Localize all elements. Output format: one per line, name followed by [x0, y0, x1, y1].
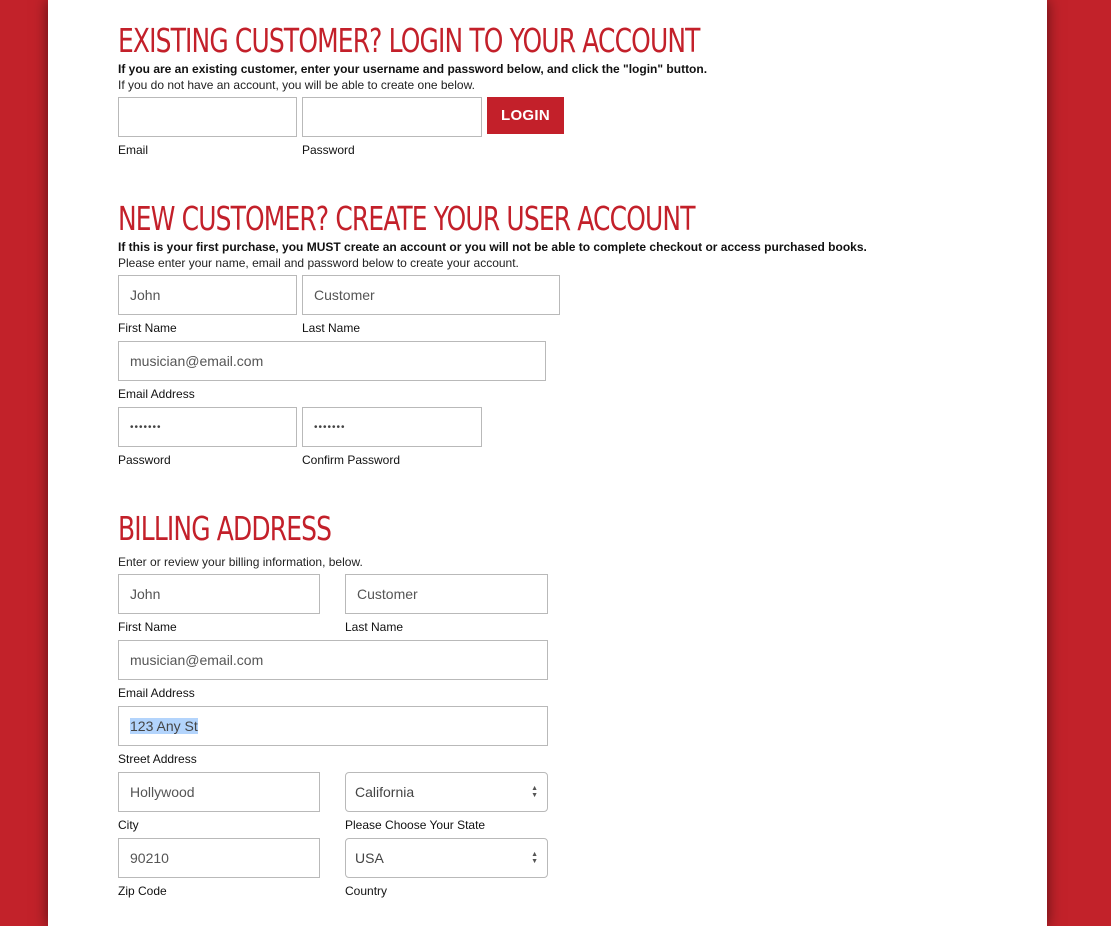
new-password-mask: ••••••• [130, 421, 162, 433]
up-down-chevrons-icon: ▲ ▼ [531, 785, 538, 799]
billing-state-value: California [355, 784, 415, 800]
billing-street-input[interactable] [118, 706, 548, 746]
login-section-title: EXISTING CUSTOMER? LOGIN TO YOUR ACCOUNT [118, 21, 700, 60]
login-email-label: Email [118, 143, 149, 157]
billing-state-label: Please Choose Your State [345, 818, 486, 832]
new-password-label: Password [118, 453, 171, 467]
billing-zip-input[interactable]: 90210 [118, 838, 320, 878]
new-last-name-input[interactable]: Customer [302, 275, 560, 315]
billing-instruction: Enter or review your billing information, below. [118, 555, 363, 569]
new-confirm-password-mask: ••••••• [314, 421, 346, 433]
billing-street-selected-text: 123 Any St [130, 718, 198, 734]
page-sheet [48, 0, 1047, 926]
login-password-input[interactable] [302, 97, 482, 137]
billing-email-label: Email Address [118, 686, 195, 700]
billing-last-name-input[interactable]: Customer [345, 574, 548, 614]
login-button[interactable]: LOGIN [487, 97, 564, 134]
billing-country-value: USA [355, 850, 384, 866]
new-first-name-label: First Name [118, 321, 177, 335]
login-instruction-bold: If you are an existing customer, enter your username and password below, and click the "login" button. [118, 62, 708, 76]
billing-first-name-label: First Name [118, 620, 177, 634]
billing-last-name-label: Last Name [345, 620, 404, 634]
new-email-input[interactable]: musician@email.com [118, 341, 546, 381]
billing-state-select[interactable] [345, 772, 548, 812]
new-password-input[interactable] [118, 407, 297, 447]
new-customer-section-title: NEW CUSTOMER? CREATE YOUR USER ACCOUNT [118, 199, 695, 238]
new-first-name-input[interactable]: John [118, 275, 297, 315]
new-confirm-password-label: Confirm Password [302, 453, 401, 467]
login-instruction: If you do not have an account, you will be able to create one below. [118, 78, 475, 92]
billing-city-label: City [118, 818, 139, 832]
new-last-name-label: Last Name [302, 321, 361, 335]
billing-country-label: Country [345, 884, 388, 898]
billing-city-input[interactable]: Hollywood [118, 772, 320, 812]
billing-section-title: BILLING ADDRESS [118, 509, 332, 548]
billing-first-name-input[interactable]: John [118, 574, 320, 614]
billing-zip-label: Zip Code [118, 884, 167, 898]
new-confirm-password-input[interactable] [302, 407, 482, 447]
billing-country-select[interactable] [345, 838, 548, 878]
new-customer-instruction: Please enter your name, email and password below to create your account. [118, 256, 519, 270]
billing-street-label: Street Address [118, 752, 197, 766]
billing-email-input[interactable]: musician@email.com [118, 640, 548, 680]
new-email-label: Email Address [118, 387, 195, 401]
login-password-label: Password [302, 143, 355, 157]
up-down-chevrons-icon: ▲ ▼ [531, 851, 538, 865]
login-email-input[interactable] [118, 97, 297, 137]
new-customer-instruction-bold: If this is your first purchase, you MUST create an account or you will not be able to complete checkout or access purchased books. [118, 240, 867, 254]
